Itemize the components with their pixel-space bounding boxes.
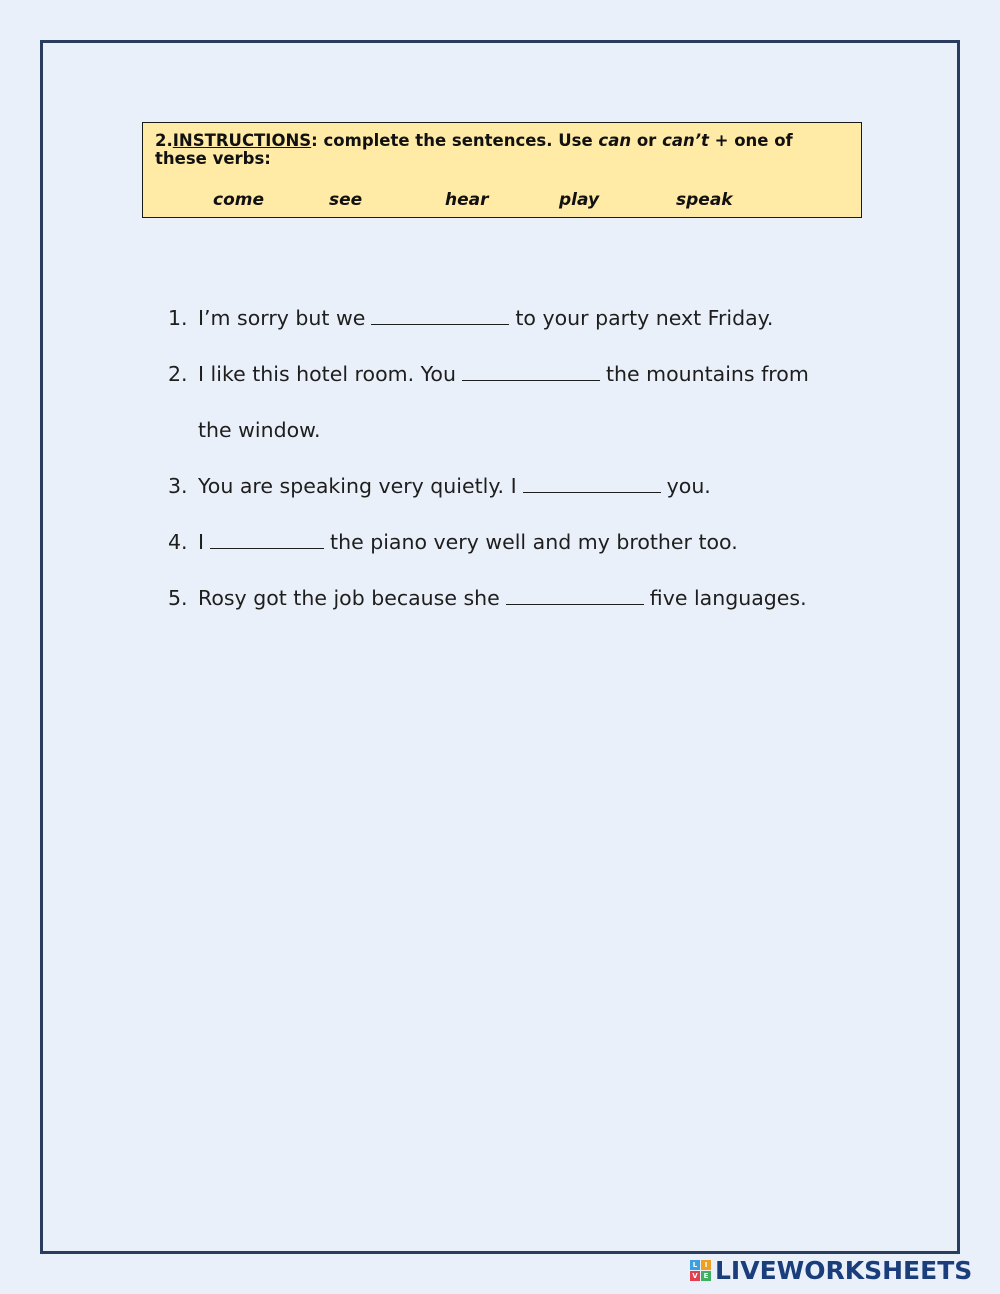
logo-text: LIVEWORKSHEETS [715, 1255, 973, 1285]
exercise-number: 5. [168, 586, 188, 610]
instructions-colon: : [264, 149, 271, 168]
exercise-item-1 [168, 290, 888, 346]
exercise-line [198, 290, 888, 346]
verb-come: come [213, 190, 264, 210]
exercise-item-2 [168, 346, 888, 458]
exercise-list [168, 290, 888, 626]
logo-tile-i: I [701, 1260, 711, 1270]
sentence-end: the piano very well and my brother too. [330, 530, 738, 554]
instructions-or: or [631, 131, 663, 150]
sentence-end: the mountains from [605, 362, 809, 386]
answer-blank-1[interactable] [371, 304, 509, 325]
sentence-start: I’m sorry but we [198, 306, 366, 330]
instructions-number: 2. [155, 131, 173, 150]
logo-tile-e: E [701, 1271, 711, 1281]
exercise-item-3 [168, 458, 888, 514]
instructions-label: INSTRUCTIONS [172, 131, 312, 150]
exercise-item-5 [168, 570, 888, 626]
exercise-number: 1. [168, 306, 188, 330]
liveworksheets-logo[interactable] [690, 1256, 972, 1284]
instructions-text-part2: + one of these verbs [155, 131, 793, 168]
instructions-box [142, 122, 862, 218]
exercise-line [198, 346, 888, 402]
page-frame [40, 40, 960, 1254]
verb-hear: hear [445, 190, 489, 210]
instructions-text-part1: : complete the sentences. Use [311, 131, 599, 150]
exercise-item-4 [168, 514, 888, 570]
verb-see: see [329, 190, 363, 210]
exercise-number: 3. [168, 474, 188, 498]
verb-play: play [559, 190, 600, 210]
sentence-start: I like this hotel room. You [198, 362, 456, 386]
instructions-can: can [598, 131, 632, 150]
answer-blank-4[interactable] [210, 528, 324, 549]
sentence-start: You are speaking very quietly. I [198, 474, 517, 498]
exercise-number: 2. [168, 362, 188, 386]
answer-blank-5[interactable] [506, 584, 644, 605]
exercise-continuation: the window. [198, 418, 321, 442]
exercise-line [198, 458, 888, 514]
logo-tile-l: L [690, 1260, 700, 1270]
sentence-start: I [198, 530, 205, 554]
sentence-end: you. [666, 474, 711, 498]
sentence-end: to your party next Friday. [515, 306, 774, 330]
sentence-end: five languages. [649, 586, 807, 610]
answer-blank-2[interactable] [462, 360, 600, 381]
logo-tile-v: V [690, 1271, 700, 1281]
exercise-line [198, 514, 888, 570]
verb-speak: speak [676, 190, 733, 210]
instructions-text [155, 132, 849, 168]
exercise-line [198, 570, 888, 626]
answer-blank-3[interactable] [523, 472, 661, 493]
exercise-number: 4. [168, 530, 188, 554]
sentence-start: Rosy got the job because she [198, 586, 500, 610]
logo-icon [690, 1260, 711, 1281]
instructions-cant: can’t [662, 131, 709, 150]
verb-list [143, 191, 861, 213]
